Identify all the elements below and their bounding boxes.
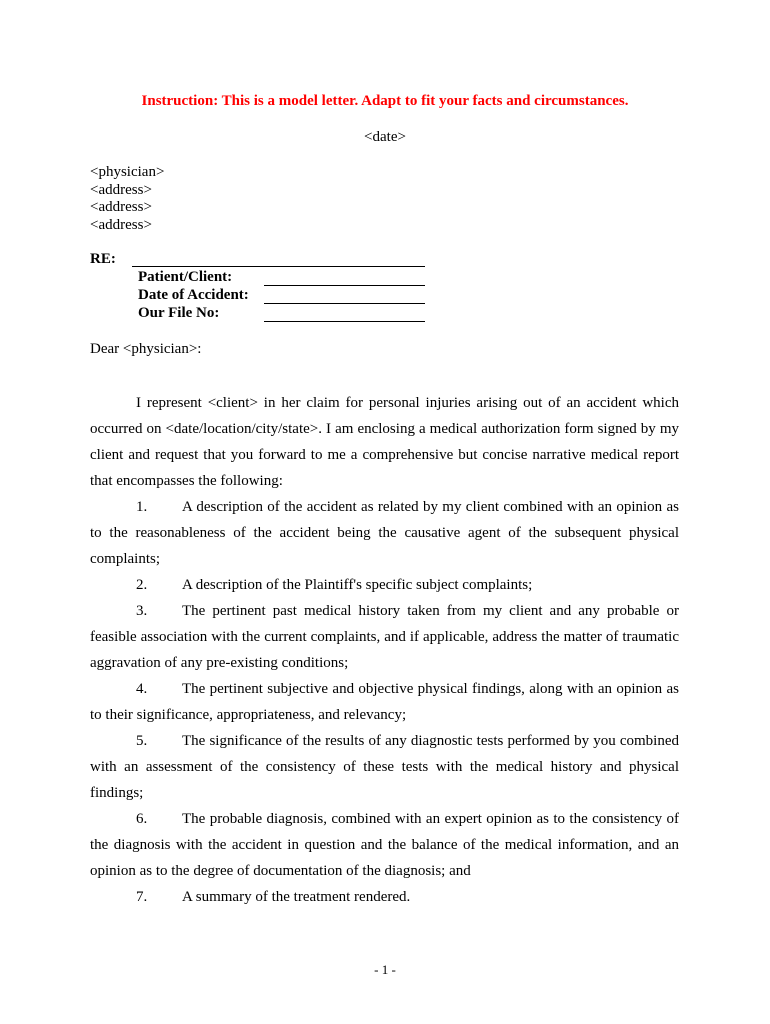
recipient-physician: <physician>: [90, 164, 165, 180]
list-item-text: The pertinent past medical history taken from my client and any probable or feasible association with the current complaints, and if applicable, address the matter of traumatic aggravation of any pre-existing conditions;: [90, 603, 679, 671]
list-item-text: The pertinent subjective and objective physical findings, along with an opinion as to their significance, appropriateness, and relevancy;: [90, 681, 679, 723]
list-item-number: 5.: [136, 733, 148, 749]
list-item-number: 4.: [136, 681, 148, 697]
intro-paragraph: I represent <client> in her claim for personal injuries arising out of an accident which occurred on <date/location/city/state>. I am enclosing a medical authorization form signed by my client and request that you forward to me a comprehensive but concise narrative medical report that encompasses the following:: [90, 395, 679, 489]
list-item-text: The probable diagnosis, combined with an expert opinion as to the consistency of the diagnosis with the accident in question and the balance of the medical information, and an opinion as to the degree of documentation of the diagnosis; and: [90, 811, 679, 879]
instruction-note: Instruction: This is a model letter. Adapt to fit your facts and circumstances.: [141, 93, 629, 109]
list-item: [90, 598, 679, 676]
list-item: [90, 806, 679, 884]
page-number: - 1 -: [374, 962, 396, 977]
recipient-address-line: <address>: [90, 181, 152, 198]
list-item-number: 3.: [136, 603, 148, 619]
date-of-accident-label: Date of Accident:: [138, 287, 249, 303]
our-file-no-label: Our File No:: [138, 305, 220, 321]
letter-body: [90, 390, 679, 910]
list-item-number: 7.: [136, 889, 148, 905]
list-item-number: 6.: [136, 811, 148, 827]
our-file-no-blank: [264, 321, 425, 322]
patient-client-label: Patient/Client:: [138, 269, 233, 285]
list-item: [90, 884, 679, 910]
letter-date: <date>: [364, 129, 406, 145]
re-subject-line: [132, 266, 425, 267]
list-item-text: A summary of the treatment rendered.: [182, 889, 411, 905]
list-item: [90, 676, 679, 728]
recipient-address-line: <address>: [90, 216, 152, 233]
date-of-accident-blank: [264, 303, 425, 304]
list-item: [90, 572, 679, 598]
list-item-text: A description of the accident as related by my client combined with an opinion as to the reasonableness of the accident being the causative agent of the subsequent physical complaints;: [90, 499, 679, 567]
list-item-text: The significance of the results of any diagnostic tests performed by you combined with an assessment of the consistency of these tests with the medical history and physical findings;: [90, 733, 679, 801]
re-label: RE:: [90, 251, 116, 267]
recipient-address-line: <address>: [90, 199, 152, 215]
patient-client-blank: [264, 285, 425, 286]
salutation: Dear <physician>:: [90, 341, 202, 357]
list-item-number: 1.: [136, 499, 148, 515]
list-item: [90, 494, 679, 572]
list-item-text: A description of the Plaintiff's specific subject complaints;: [182, 577, 533, 593]
list-item: [90, 728, 679, 806]
list-item-number: 2.: [136, 577, 148, 593]
recipient-address-block: [90, 164, 164, 234]
